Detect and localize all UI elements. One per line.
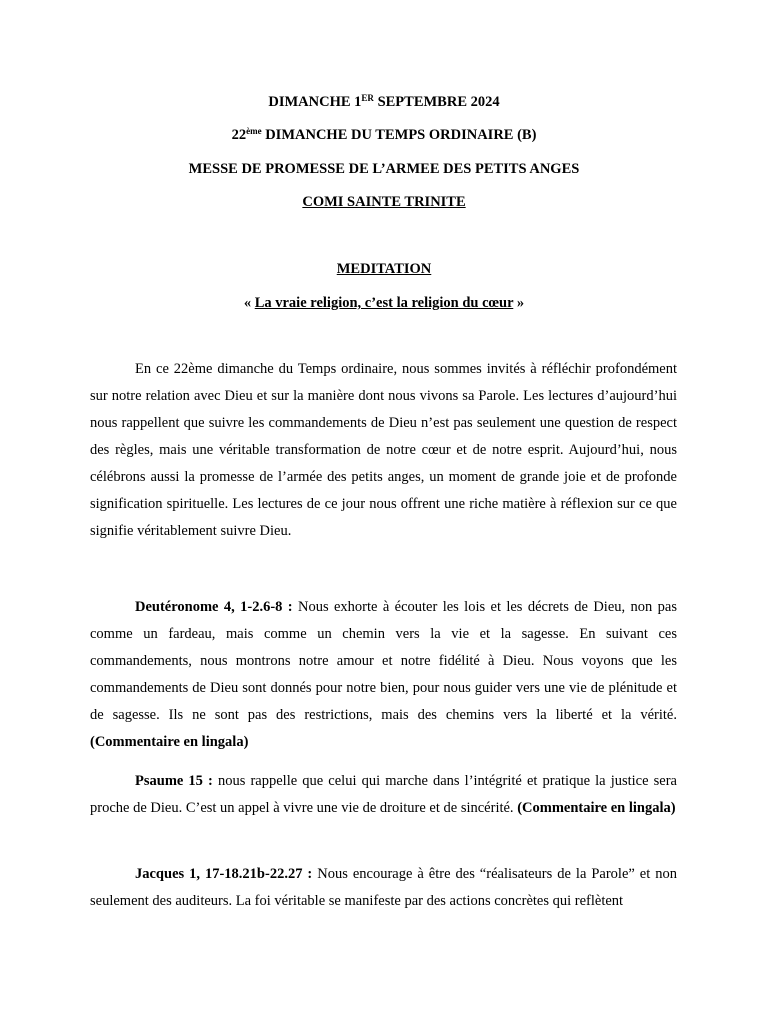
deuteronomy-text: Nous exhorte à écouter les lois et les décrets de Dieu, non pas comme un fardeau, mais comme un chemin vers la vie et la sagesse. En suivant ces commandements, nous montrons notre amour et notre fidélité à Dieu. Nous voyons que les commandements de Dieu sont donnés pour notre bien, pour nous guider vers une vie de plénitude et de sagesse. Ils ne sont pas des restrictions, mais des chemins vers la liberté et la vérité. bbox=[90, 599, 677, 723]
sunday-number: 22 bbox=[231, 127, 247, 143]
meditation-title: MEDITATION bbox=[336, 261, 432, 277]
liturgical-sunday-heading bbox=[0, 126, 768, 144]
section-title bbox=[0, 260, 768, 278]
psalm-reference: Psaume 15 : bbox=[135, 773, 213, 789]
date-heading-rest: SEPTEMBRE 2024 bbox=[373, 94, 500, 110]
date-heading-ordinal: ER bbox=[361, 93, 374, 103]
james-reference: Jacques 1, 17-18.21b-22.27 : bbox=[135, 866, 313, 882]
deuteronomy-reference: Deutéronome 4, 1-2.6-8 : bbox=[135, 599, 293, 615]
james-paragraph bbox=[90, 861, 677, 915]
sunday-heading-rest: DIMANCHE DU TEMPS ORDINAIRE (B) bbox=[261, 127, 537, 143]
meditation-subtitle bbox=[0, 294, 768, 312]
sunday-ordinal: ème bbox=[246, 126, 262, 136]
james-text: Nous encourage à être des “réalisateurs de la Parole” et non seulement des auditeurs. La foi véritable se manifeste par des actions concrètes qui reflètent bbox=[90, 866, 678, 909]
quote-text: La vraie religion, c’est la religion du cœur bbox=[254, 295, 514, 311]
deuteronomy-note: (Commentaire en lingala) bbox=[90, 734, 249, 750]
mass-heading: MESSE DE PROMESSE DE L’ARMEE DES PETITS ANGES bbox=[188, 161, 580, 177]
intro-paragraph: En ce 22ème dimanche du Temps ordinaire, nous sommes invités à réfléchir profondément sur notre relation avec Dieu et sur la manière dont nous vivons sa Parole. Les lectures d’aujourd’hui nous rappellent que suivre les commandements de Dieu n’est pas seulement une question de respect des règles, mais une véritable transformation de notre cœur et de notre esprit. Aujourd’hui, nous célébrons aussi la promesse de l’armée des petits anges, un moment de grande joie et de profonde signification spirituelle. Les lectures de ce jour nous offrent une riche matière à réflexion sur ce que signifie véritablement suivre Dieu. bbox=[90, 361, 677, 539]
psalm-paragraph bbox=[90, 768, 677, 822]
quote-close: » bbox=[513, 295, 525, 311]
date-heading bbox=[0, 93, 768, 111]
deuteronomy-paragraph bbox=[90, 594, 677, 756]
community-heading bbox=[0, 193, 768, 211]
quote-open: « bbox=[243, 295, 255, 311]
date-heading-main: DIMANCHE 1 bbox=[268, 94, 362, 110]
psalm-text: nous rappelle que celui qui marche dans l’intégrité et pratique la justice sera proche de Dieu. C’est un appel à vivre une vie de droiture et de sincérité. bbox=[90, 773, 677, 816]
psalm-note: (Commentaire en lingala) bbox=[517, 800, 676, 816]
community-name: COMI SAINTE TRINITE bbox=[302, 194, 466, 210]
